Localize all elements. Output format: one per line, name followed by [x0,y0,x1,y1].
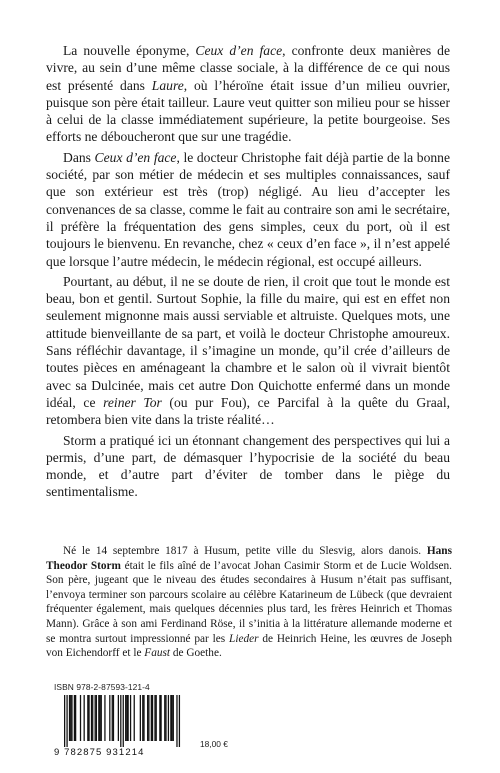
barcode-bar [123,695,124,747]
barcode-bar [99,695,100,741]
p1-text-c: , confronte deux manières de vivre, au sein d’une même classe sociale, à la différence de ce qui nous est présenté dans [46,43,450,93]
barcode-bar [91,695,92,741]
barcode-bar [87,695,88,741]
barcode-bar [66,695,67,747]
p3-text-a: Pourtant, au début, il ne se doute de rien, il croit que tout le monde est beau, bon et gentil. Surtout Sophie, la fille du maire, qui est en effet non seulement mignonne mais aussi serviable et altruiste. Quelques mots, une attitude bienveillante de sa part, et voilà le docteur Christophe amoureux. Sans réfléchir davantage, il s’imagine un monde, qu’il crée d’ailleurs de toutes pièces en aménageant la chambre et le salon où il vivrait bientôt avec sa Dulcinée, mais cet autre Don Quichotte enfermé dans un monde idéal, ce [46,273,450,410]
barcode-bar [165,695,166,741]
isbn-label: ISBN 978-2-87593-121-4 [54,682,150,692]
p1-title-ceux-den-face: Ceux d’en face [195,43,283,58]
isbn-block [54,682,264,758]
p2-title-ceux-den-face: Ceux d’en face [94,149,177,165]
barcode-bar [96,695,97,741]
barcode-digits: 9 782875 931214 [54,747,145,758]
barcode-bar [176,695,177,747]
p1-title-laure: Laure [151,77,184,93]
p1-text-e: , où l’héroïne était issue d’un milieu ouvrier, puisque son père était tailleur. Laure veut quitter son milieu pour se hisser à celui de la classe immédiatement supérieure, la petite bourgeoise. Ses efforts ne déboucheront que sur une tragédie. [46,77,450,145]
author-bio [46,544,452,661]
barcode-bar [143,695,144,741]
barcode-bar [142,695,143,741]
barcode-bar [69,695,70,741]
barcode-bar [164,695,165,741]
barcode-bar [71,695,72,741]
barcode-bar [140,695,141,741]
barcode-bar [160,695,161,741]
bio-text-d: de Goethe. [170,647,222,660]
barcode-bar [88,695,89,741]
p3-term-reiner-tor: reiner Tor [103,394,162,410]
barcode-bar [109,695,110,741]
barcode-bar [152,695,153,741]
barcode-bar [168,695,169,741]
p1-text-a: La nouvelle éponyme, [63,43,196,58]
barcode-bar [92,695,93,741]
barcode-bar [112,695,113,741]
barcode-bar [74,695,75,741]
price-label: 18,00 € [200,739,228,749]
barcode-bar [179,695,180,747]
barcode-bar [126,695,127,741]
barcode-bar [173,695,174,741]
barcode-bar [159,695,160,741]
barcode-image [54,695,182,747]
bio-text-a: Né le 14 septembre 1817 à Husum, petite ville du Slesvig, alors danois. [63,545,427,557]
bio-text-c: de Heinrich Heine, les œuvres de Joseph von Eichendorff et le [46,632,452,660]
barcode-bar [156,695,157,741]
p2-text-a: Dans [63,149,95,165]
barcode-bar [134,695,135,741]
barcode-bar [70,695,71,741]
barcode-bar [101,695,102,741]
barcode-bar [154,695,155,741]
barcode-bar [147,695,148,741]
barcode-bar [120,695,121,747]
author-name: Hans Theodor Storm [46,545,452,572]
main-text [46,42,450,501]
barcode-bar [98,695,99,741]
barcode-bar [84,695,85,741]
barcode-bar [148,695,149,741]
bio-title-faust: Faust [144,647,171,660]
barcode-bar [75,695,76,741]
barcode-bar [130,695,131,741]
barcode-bar [151,695,152,741]
p2-text-c: , le docteur Christophe fait déjà partie de la bonne société, par son métier de médecin et ses multiples connaissances, sauf que son extérieur est très (trop) négligé. Au lieu d’accepter les convenances de sa classe, comme le fait au contraire son ami le secrétaire, il préfère la fréquentation des gens simples, ceux du port, où il est toujours le bienvenu. En revanche, chez « ceux d’en face », il n’est appelé que lorsque l’autre médecin, le médecin régional, est occupé ailleurs. [46,149,451,269]
barcode-bar [64,695,65,747]
paragraph-4: Storm a pratiqué ici un étonnant changement des perspectives qui lui a permis, d’une part, de démasquer l’hypocrisie de la société du beau monde, et d’autre part d’éviter de tomber dans le piège du sentimentalisme. [46,432,450,500]
barcode-bar [170,695,171,741]
paragraph-2 [46,149,450,270]
barcode-bar [80,695,81,741]
barcode-bar [95,695,96,741]
barcode-bar [118,695,119,741]
barcode-bar [125,695,126,741]
paragraph-1 [46,42,450,146]
barcode-bar [127,695,128,741]
barcode-bar [104,695,105,741]
paragraph-3 [46,273,450,429]
bio-title-lieder: Lieder [229,632,259,645]
barcode-bar [171,695,172,741]
p3-text-c: (ou pur Fou), ce Parcifal à la quête du Graal, retombera bien vite dans la triste réalité… [46,394,450,428]
bio-text-b: était le fils aîné de l’avocat Johan Casimir Storm et de Lucie Woldsen. Son père, jugeant que le niveau des études secondaires à Husum n’était pas suffisant, l’envoya terminer son parcours scolaire au célèbre Katarineum de Lübeck (que devraient fréquenter également, mais quelques décennies plus tard, les frères Heinrich et Thomas Mann). Grâce à son ami Ferdinand Röse, il s’initia à la littérature allemande moderne et se montra surtout impressionné par les [46,559,452,645]
barcode-bar [113,695,114,741]
